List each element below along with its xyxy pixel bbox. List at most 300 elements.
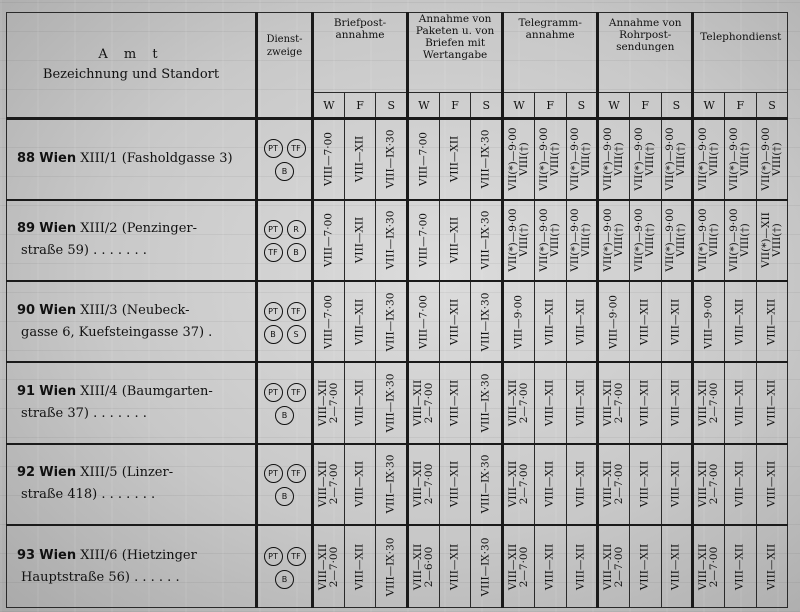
hours-line: VIII(†) <box>580 223 593 258</box>
hours-line: VII(*)—9·00 <box>633 208 646 273</box>
hours-line: 2—7·00 <box>517 546 530 587</box>
hours-cell <box>471 119 503 200</box>
hours-line: VIII—XII <box>638 543 651 590</box>
hours-text <box>545 299 556 345</box>
hours-text <box>450 461 461 507</box>
office-city: Wien <box>39 384 77 400</box>
sub-header-w: W <box>598 93 630 119</box>
amt-name-line <box>17 218 255 240</box>
hours-text <box>766 543 777 589</box>
hours-cell <box>629 444 661 525</box>
hours-line: VIII(†) <box>517 223 530 258</box>
dienstzweige-cell <box>257 200 313 281</box>
hours-cell <box>661 281 693 362</box>
hours-line: VIII—XII <box>638 461 651 508</box>
hours-line: VIII—XII <box>411 461 424 508</box>
hours-text <box>665 128 687 191</box>
hours-text <box>603 209 625 272</box>
group-header-pakete <box>408 13 503 93</box>
office-address-continued: gasse 6, Kuefsteingasse 37) . <box>21 324 213 340</box>
office-address-continued: straße 37) . . . . . . . <box>21 406 147 422</box>
group-header-line: Briefen mit <box>425 37 486 49</box>
hours-line: 2—7·00 <box>708 546 721 587</box>
hours-line: VIII—XII <box>602 543 615 590</box>
hours-line: VIII—XII <box>411 543 424 590</box>
sub-header-f: F <box>724 93 756 119</box>
hours-line: VII(*)—9·00 <box>538 127 551 192</box>
hours-line: VII(*)—9·00 <box>664 208 677 273</box>
hours-line: VIII—XII <box>448 136 461 183</box>
office-address: (Fasholdgasse 3) <box>121 151 233 167</box>
hours-cell <box>598 525 630 607</box>
hours-text <box>545 543 556 589</box>
hours-line: 2—7·00 <box>422 382 435 424</box>
hours-cell <box>693 525 725 607</box>
hours-line: VII(*)—XII <box>759 212 772 269</box>
office-address: (Linzer- <box>121 465 174 481</box>
hours-cell <box>408 444 440 525</box>
hours-text <box>698 128 720 191</box>
table-row <box>7 525 788 607</box>
sub-header-s: S <box>376 93 408 119</box>
service-badge: TF <box>264 243 283 262</box>
hours-line: VIII—XII <box>353 543 366 590</box>
hours-text <box>481 292 492 351</box>
hours-cell <box>598 362 630 443</box>
service-badge: PT <box>264 302 283 321</box>
hours-cell <box>724 281 756 362</box>
hours-line: VIII(†) <box>580 142 593 177</box>
hours-cell <box>439 281 471 362</box>
hours-cell <box>598 281 630 362</box>
hours-text <box>766 380 777 426</box>
hours-text <box>386 374 397 433</box>
hours-cell <box>629 119 661 200</box>
amt-name-line <box>17 300 255 322</box>
hours-text <box>735 299 746 345</box>
hours-text <box>698 380 720 426</box>
hours-text <box>640 543 651 589</box>
hours-text <box>539 128 561 191</box>
hours-cell <box>344 525 376 607</box>
hours-text <box>634 209 656 272</box>
hours-cell <box>598 444 630 525</box>
service-badge: B <box>264 325 283 344</box>
hours-line: 2—7·00 <box>517 382 530 424</box>
group-header-line: annahme <box>335 29 385 41</box>
sub-header-s: S <box>566 93 598 119</box>
hours-line: VIII—7·00 <box>417 294 430 349</box>
post-office-schedule-table <box>6 12 788 608</box>
hours-text <box>508 209 530 272</box>
hours-text <box>729 209 751 272</box>
hours-cell <box>661 119 693 200</box>
sub-header-f: F <box>344 93 376 119</box>
office-number: 90 <box>17 302 36 318</box>
office-district: XIII/3 <box>80 302 118 318</box>
hours-cell <box>756 525 788 607</box>
amt-header <box>7 13 257 119</box>
hours-line: VIII(†) <box>644 142 657 177</box>
hours-text <box>698 461 720 507</box>
hours-cell <box>344 444 376 525</box>
hours-line: VIII(†) <box>613 223 626 258</box>
hours-text <box>609 295 620 349</box>
group-header-telephon <box>693 13 788 93</box>
dienstzweige-cell <box>257 119 313 200</box>
hours-line: VIII—XII <box>448 543 461 590</box>
hours-line: VII(*)—9·00 <box>697 208 710 273</box>
hours-cell <box>503 362 535 443</box>
hours-cell <box>471 362 503 443</box>
hours-text <box>323 214 334 268</box>
hours-text <box>355 299 366 345</box>
hours-cell <box>724 200 756 281</box>
office-number: 92 <box>17 465 36 481</box>
hours-cell <box>408 362 440 443</box>
office-number: 93 <box>17 547 36 563</box>
hours-text <box>576 299 587 345</box>
hours-line: VIII—7·00 <box>417 132 430 187</box>
office-city: Wien <box>39 547 77 563</box>
hours-cell <box>344 362 376 443</box>
amt-cell <box>7 362 257 443</box>
hours-text <box>508 543 530 589</box>
hours-text <box>603 461 625 507</box>
group-header-line: Annahme von <box>418 13 492 25</box>
hours-text <box>508 461 530 507</box>
hours-text <box>570 128 592 191</box>
hours-cell <box>503 200 535 281</box>
hours-cell <box>629 200 661 281</box>
hours-line: VIII—XII <box>669 379 682 427</box>
hours-line: VIII—XII <box>506 543 519 590</box>
hours-cell <box>598 200 630 281</box>
badge-row <box>258 380 311 403</box>
hours-text <box>355 217 366 263</box>
hours-text <box>735 380 746 426</box>
hours-line: 2—7·00 <box>708 464 721 505</box>
hours-line: VIII—XII <box>765 298 778 345</box>
hours-cell <box>503 281 535 362</box>
hours-line: VII(*)—9·00 <box>759 127 772 192</box>
hours-cell <box>629 525 661 607</box>
service-badge: PT <box>264 464 283 483</box>
hours-line: VIII—7·00 <box>322 213 335 268</box>
hours-cell <box>376 281 408 362</box>
amt-name-line <box>17 381 255 403</box>
table-row <box>7 444 788 525</box>
hours-cell <box>566 444 598 525</box>
hours-cell <box>534 444 566 525</box>
hours-text <box>735 461 746 507</box>
hours-cell <box>376 119 408 200</box>
hours-cell <box>629 281 661 362</box>
dienstzweige-cell <box>257 281 313 362</box>
sub-header-f: F <box>534 93 566 119</box>
hours-cell <box>313 281 345 362</box>
hours-line: VIII—XII <box>669 461 682 508</box>
hours-line: VIII—XII <box>733 461 746 508</box>
hours-line: 2—7·00 <box>422 464 435 505</box>
service-badge: PT <box>264 547 283 566</box>
group-header-rohrpost <box>598 13 693 93</box>
office-address-continued: straße 59) . . . . . . . <box>21 243 147 259</box>
hours-cell <box>376 444 408 525</box>
hours-line: 2—7·00 <box>613 382 626 424</box>
hours-cell <box>503 119 535 200</box>
hours-cell <box>566 119 598 200</box>
hours-line: VIII—XII <box>316 461 329 508</box>
service-badge: R <box>287 220 306 239</box>
hours-cell <box>439 444 471 525</box>
hours-line: VIII—XII <box>669 543 682 590</box>
sub-header-s: S <box>471 93 503 119</box>
amt-cell <box>7 444 257 525</box>
hours-line: VIII—XII <box>353 461 366 508</box>
sub-header-w: W <box>503 93 535 119</box>
hours-line: VII(*)—9·00 <box>569 127 582 192</box>
amt-cell <box>7 119 257 200</box>
hours-line: VII(*)—9·00 <box>506 208 519 273</box>
hours-line: VII(*)—9·00 <box>728 127 741 192</box>
hours-cell <box>344 200 376 281</box>
hours-cell <box>376 200 408 281</box>
hours-text <box>413 543 435 589</box>
hours-line: VIII—XII <box>765 461 778 508</box>
hours-line: 2—6·00 <box>422 546 435 587</box>
sub-header-w: W <box>408 93 440 119</box>
hours-cell <box>471 281 503 362</box>
hours-text <box>418 132 429 186</box>
hours-cell <box>439 525 471 607</box>
hours-text <box>386 130 397 189</box>
hours-text <box>671 461 682 507</box>
hours-line: VIII—XII <box>733 543 746 590</box>
hours-text <box>576 380 587 426</box>
hours-line: 2—7·00 <box>327 382 340 424</box>
sub-header-s: S <box>661 93 693 119</box>
hours-cell <box>376 525 408 607</box>
hours-cell <box>534 525 566 607</box>
hours-line: VIII(†) <box>770 223 783 258</box>
badge-row <box>258 322 311 345</box>
hours-text <box>513 295 524 349</box>
hours-line: VIII—XII <box>353 217 366 264</box>
amt-cell <box>7 281 257 362</box>
office-number: 88 <box>17 151 36 167</box>
hours-line: VIII—XII <box>638 379 651 427</box>
hours-text <box>704 295 715 349</box>
hours-line: 2—7·00 <box>517 464 530 505</box>
hours-text <box>355 380 366 426</box>
hours-line: VIII(†) <box>675 142 688 177</box>
hours-text <box>603 380 625 426</box>
table-row <box>7 362 788 443</box>
hours-line: VII(*)—9·00 <box>538 208 551 273</box>
hours-line: VIII—XII <box>316 379 329 427</box>
hours-line: VIII—XII <box>543 543 556 590</box>
office-number: 89 <box>17 221 36 237</box>
hours-line: VII(*)—9·00 <box>602 208 615 273</box>
hours-text <box>413 461 435 507</box>
hours-text <box>323 295 334 349</box>
amt-name-line <box>17 545 255 567</box>
dienstzweige-line-2: zweige <box>266 47 303 58</box>
badge-row <box>258 544 311 567</box>
hours-text <box>766 461 777 507</box>
hours-text <box>386 211 397 270</box>
amt-header-title: A m t <box>98 47 164 62</box>
hours-line: VIII(†) <box>517 142 530 177</box>
service-badge: PT <box>264 139 283 158</box>
group-header-line: Briefpost- <box>333 17 387 29</box>
hours-line: VIII—XII <box>448 461 461 508</box>
hours-cell <box>534 119 566 200</box>
hours-cell <box>439 362 471 443</box>
dienstzweige-header <box>257 13 313 119</box>
hours-line: VIII—XII <box>543 298 556 345</box>
hours-cell <box>313 119 345 200</box>
hours-line: VIII—XII <box>411 379 424 427</box>
hours-line: VIII—IX·30 <box>479 373 492 433</box>
hours-cell <box>756 362 788 443</box>
hours-cell <box>756 119 788 200</box>
office-city: Wien <box>39 151 77 167</box>
group-header-line: Telephondienst <box>700 31 782 43</box>
hours-text <box>413 380 435 426</box>
badge-row <box>258 567 311 590</box>
hours-text <box>386 455 397 514</box>
hours-line: VIII—9·00 <box>702 294 715 349</box>
hours-line: VIII—XII <box>765 379 778 427</box>
hours-cell <box>344 281 376 362</box>
hours-line: VIII—XII <box>353 136 366 183</box>
hours-cell <box>313 200 345 281</box>
hours-line: 2—7·00 <box>708 382 721 424</box>
hours-line: VII(*)—9·00 <box>633 127 646 192</box>
hours-line: VIII—XII <box>353 379 366 427</box>
badge-row <box>258 159 311 182</box>
group-header-line: Annahme von <box>608 17 682 29</box>
hours-cell <box>693 362 725 443</box>
hours-cell <box>534 362 566 443</box>
office-number: 91 <box>17 384 36 400</box>
hours-line: VIII—IX·30 <box>479 537 492 596</box>
hours-cell <box>534 200 566 281</box>
hours-line: VIII—IX·30 <box>384 129 397 189</box>
hours-cell <box>724 362 756 443</box>
hours-line: VIII—XII <box>574 379 587 427</box>
service-badge: B <box>287 243 306 262</box>
hours-cell <box>313 444 345 525</box>
hours-line: VIII—7·00 <box>322 132 335 187</box>
hours-line: VIII(†) <box>644 223 657 258</box>
hours-text <box>640 299 651 345</box>
hours-cell <box>408 281 440 362</box>
sub-header-w: W <box>313 93 345 119</box>
hours-line: VIII—XII <box>543 379 556 427</box>
hours-line: VIII—IX·30 <box>384 211 397 270</box>
hours-text <box>698 543 720 589</box>
hours-text <box>450 299 461 345</box>
hours-text <box>735 543 746 589</box>
dienstzweige-line-1: Dienst- <box>266 34 303 45</box>
sub-header-s: S <box>756 93 788 119</box>
hours-cell <box>693 200 725 281</box>
hours-text <box>576 543 587 589</box>
hours-cell <box>376 362 408 443</box>
group-header-line: Paketen u. von <box>415 25 495 37</box>
hours-cell <box>439 119 471 200</box>
hours-cell <box>503 525 535 607</box>
hours-cell <box>313 525 345 607</box>
amt-header-subtitle: Bezeichnung und Standort <box>42 67 220 82</box>
hours-cell <box>693 281 725 362</box>
hours-line: VIII—XII <box>574 543 587 590</box>
hours-line: VIII—XII <box>697 461 710 508</box>
hours-line: VIII—XII <box>574 298 587 345</box>
hours-text <box>671 380 682 426</box>
hours-line: VII(*)—9·00 <box>697 127 710 192</box>
amt-cell <box>7 525 257 607</box>
hours-text <box>481 211 492 270</box>
hours-text <box>450 136 461 182</box>
office-district: XIII/6 <box>80 547 118 563</box>
hours-text <box>481 374 492 433</box>
hours-text <box>766 299 777 345</box>
office-district: XIII/2 <box>80 221 118 237</box>
hours-line: VIII—7·00 <box>322 294 335 349</box>
badge-row <box>258 299 311 322</box>
hours-text <box>576 461 587 507</box>
group-header-line: Wertangabe <box>422 49 488 61</box>
hours-line: VIII—XII <box>448 298 461 345</box>
group-header-briefpost <box>313 13 408 93</box>
hours-cell <box>661 444 693 525</box>
hours-text <box>323 132 334 186</box>
hours-line: VII(*)—9·00 <box>569 208 582 273</box>
hours-text <box>729 128 751 191</box>
table-row <box>7 119 788 200</box>
hours-text <box>450 543 461 589</box>
hours-cell <box>566 525 598 607</box>
hours-text <box>418 295 429 349</box>
office-district: XIII/1 <box>80 151 118 167</box>
office-address: (Hietzinger <box>121 547 197 563</box>
hours-cell <box>471 525 503 607</box>
office-city: Wien <box>39 221 77 237</box>
office-district: XIII/5 <box>80 465 118 481</box>
hours-line: 2—7·00 <box>613 546 626 587</box>
hours-line: VIII—XII <box>638 298 651 345</box>
service-badge: B <box>275 162 294 181</box>
dienstzweige-cell <box>257 444 313 525</box>
hours-cell <box>534 281 566 362</box>
sub-header-f: F <box>629 93 661 119</box>
hours-line: VIII—IX·30 <box>384 455 397 514</box>
hours-cell <box>566 362 598 443</box>
hours-cell <box>756 281 788 362</box>
badge-row <box>258 240 311 263</box>
hours-line: VIII—XII <box>602 379 615 427</box>
hours-text <box>545 380 556 426</box>
hours-cell <box>724 444 756 525</box>
hours-line: VIII—XII <box>448 217 461 264</box>
hours-line: VIII—XII <box>765 543 778 590</box>
hours-cell <box>693 119 725 200</box>
office-address-continued: straße 418) . . . . . . . <box>21 487 156 503</box>
